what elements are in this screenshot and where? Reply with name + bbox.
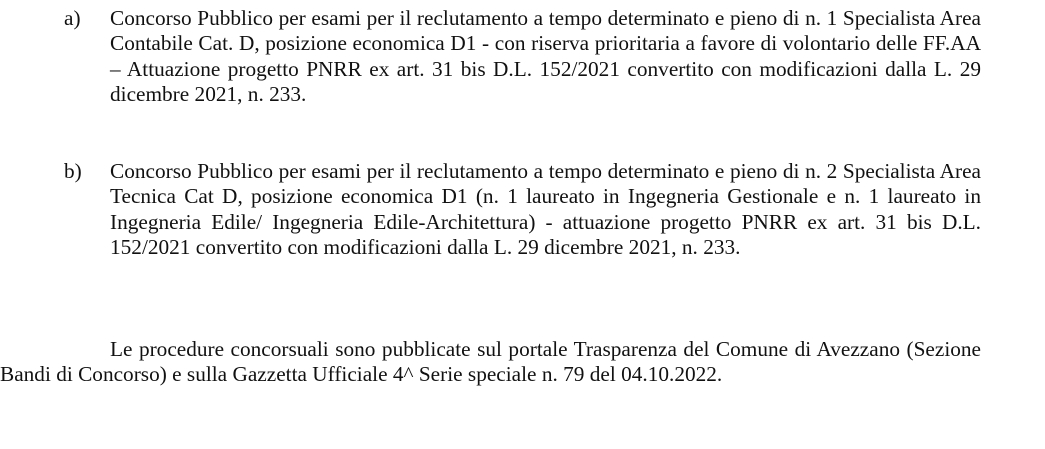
list-marker-b: b) (64, 159, 82, 183)
list-marker-a: a) (64, 6, 81, 30)
list-item-a-text: Concorso Pubblico per esami per il reclutamento a tempo determinato e pieno di n. 1 Specialista Area Contabile Cat. D, posizione economica D1 - con riserva prioritaria a favore di volontario delle FF.AA – Attuazione progetto PNRR ex art. 31 bis D.L. 152/2021 convertito con modificazioni dalla L. 29 dicembre 2021, n. 233. (110, 6, 981, 107)
list-item-b-text: Concorso Pubblico per esami per il reclutamento a tempo determinato e pieno di n. 2 Specialista Area Tecnica Cat D, posizione economica D1 (n. 1 laureato in Ingegneria Gestionale e n. 1 laureato in Ingegneria Edile/ Ingegneria Edile-Architettura) - attuazione progetto PNRR ex art. 31 bis D.L. 152/2021 convertito con modificazioni dalla L. 29 dicembre 2021, n. 233. (110, 159, 981, 260)
list-item-a (64, 6, 981, 108)
closing-paragraph: Le procedure concorsuali sono pubblicate sul portale Trasparenza del Comune di Avezzano (Sezione Bandi di Concorso) e sulla Gazzetta Ufficiale 4^ Serie speciale n. 79 del 04.10.2022. (0, 337, 981, 387)
list-item-b (64, 159, 981, 261)
